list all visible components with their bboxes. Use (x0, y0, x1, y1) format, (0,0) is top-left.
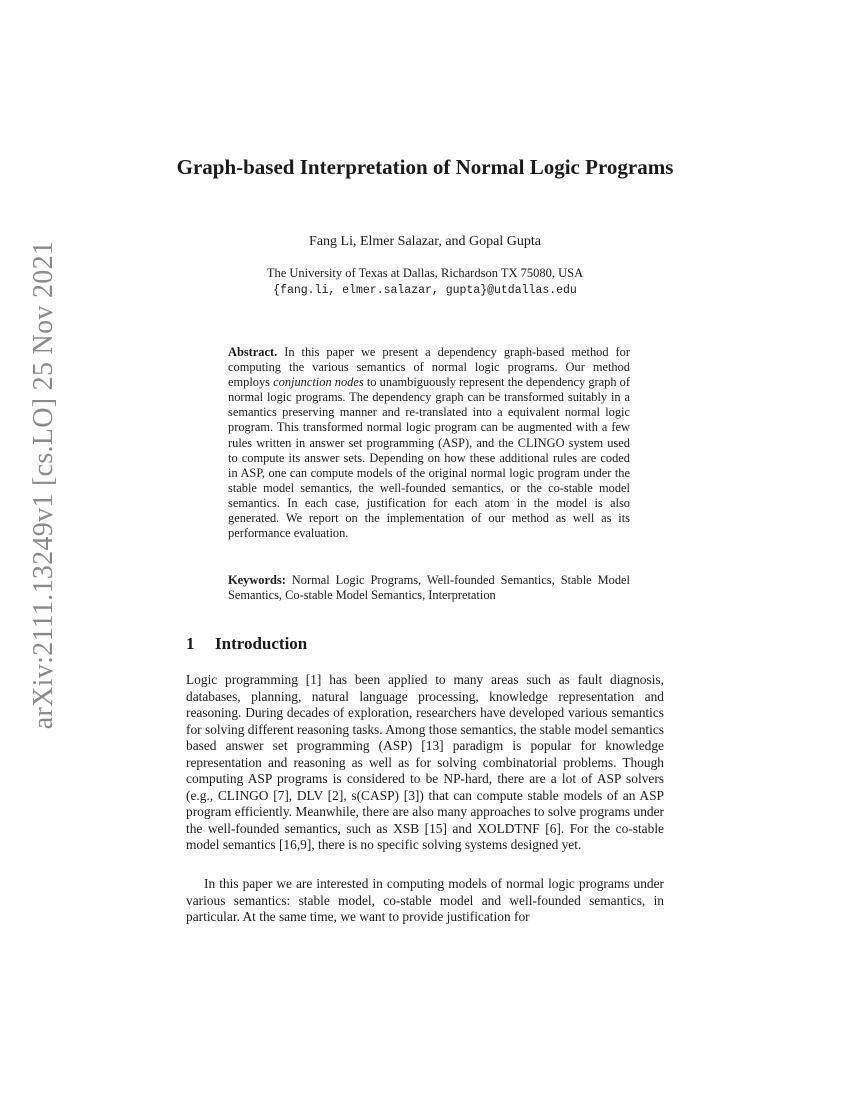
abstract-emphasis: conjunction nodes (273, 375, 364, 390)
section-title: Introduction (215, 634, 308, 653)
arxiv-identifier-text: arXiv:2111.13249v1 [cs.LO] 25 Nov 2021 (28, 240, 59, 730)
paper-title: Graph-based Interpretation of Normal Logic Programs (176, 155, 674, 179)
abstract-label: Abstract. (228, 345, 278, 359)
author-emails: {fang.li, elmer.salazar, gupta}@utdallas.edu (273, 284, 577, 297)
abstract-text-part-2: to unambiguously represent the dependency graph of normal logic programs. The dependency graph can be transformed suitably in a semantics preserving manner and re-translated into a equivalent normal logic program. This transformed normal logic program can be augmented with a few rules written in answer set programming (ASP), and the CLINGO system used to compute its answer sets. Depending on how these additional rules are coded in ASP, one can compute models of the original normal logic program under the stable model semantics, the well-founded semantics, or the co-stable model semantics. In each case, justification for each atom in the model is also generated. We report on the implementation of our method as well as its performance evaluation. (228, 375, 630, 541)
affiliation-block (150, 265, 700, 299)
section-number: 1 (186, 634, 195, 653)
keywords (228, 573, 630, 603)
section-heading (186, 634, 307, 654)
keywords-text: Normal Logic Programs, Well-founded Semantics, Stable Model Semantics, Co-stable Model Semantics, Interpretation (228, 573, 630, 603)
abstract-text-part-1: In this paper we present a dependency graph-based method for computing the various semantics of normal logic programs. Our method employs (228, 345, 630, 390)
body-paragraph: In this paper we are interested in computing models of normal logic programs under various semantics: stable model, co-stable model and well-founded semantics, in particular. At the same time, we want to provide justification for (186, 876, 664, 925)
abstract (228, 345, 630, 541)
author-list: Fang Li, Elmer Salazar, and Gopal Gupta (309, 234, 541, 249)
affiliation: The University of Texas at Dallas, Richardson TX 75080, USA (266, 266, 584, 280)
keywords-label: Keywords: (228, 573, 286, 587)
body-paragraph: Logic programming [1] has been applied to many areas such as fault diagnosis, databases, planning, natural language processing, knowledge representation and reasoning. During decades of exploration, researchers have developed various semantics for solving different reasoning tasks. Among those semantics, the stable model semantics based answer set programming (ASP) [13] paradigm is popular for knowledge representation and reasoning as well as for solving combinatorial problems. Though computing ASP programs is considered to be NP-hard, there are a lot of ASP solvers (e.g., CLINGO [7], DLV [2], s(CASP) [3]) that can compute stable models of an ASP program efficiently. Meanwhile, there are also many approaches to solve programs under the well-founded semantics, such as XSB [15] and XOLDTNF [6]. For the co-stable model semantics [16,9], there is no specific solving systems designed yet. (186, 672, 664, 853)
